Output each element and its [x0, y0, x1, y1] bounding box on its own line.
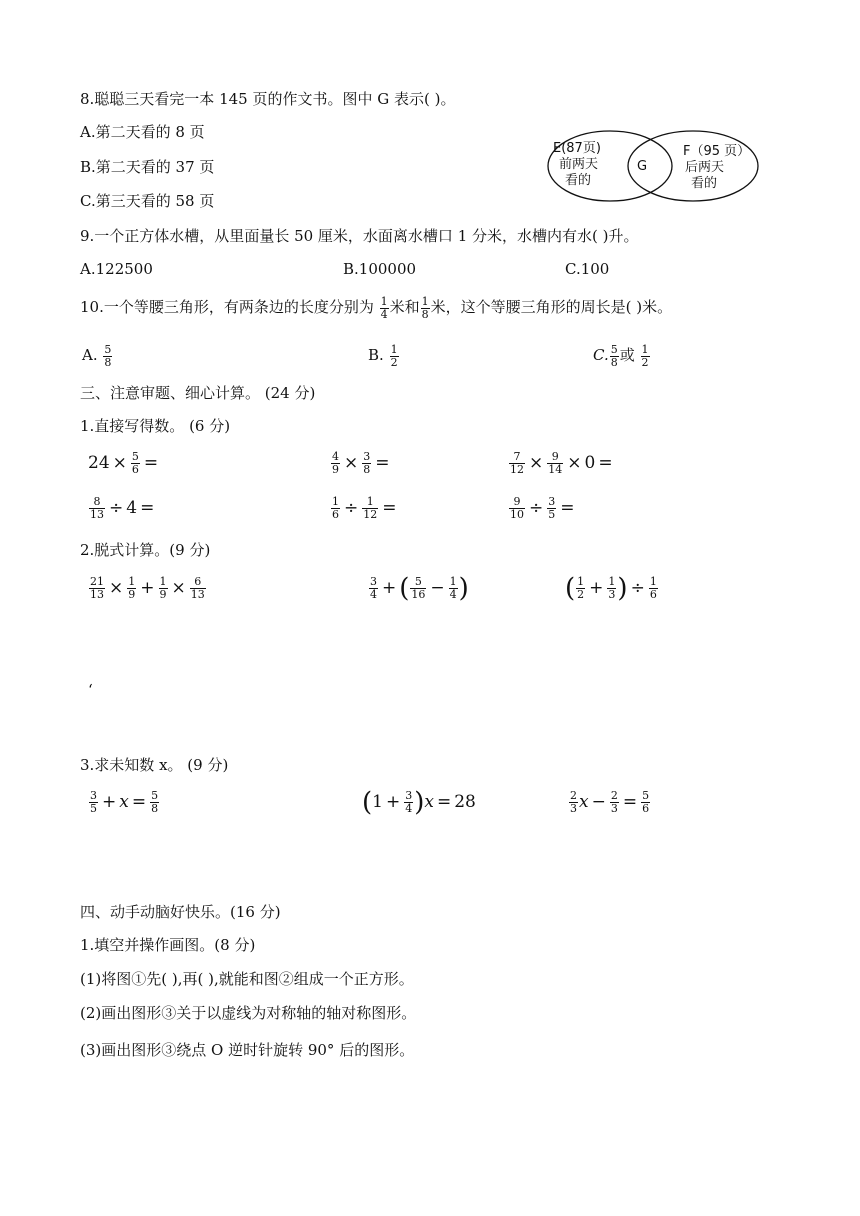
venn-right-label-3: 看的 — [691, 176, 718, 191]
step-expr-2: $\frac{3}{4}$ + ( $\frac{5}{16}$ − $\frac{1}{4}$ ) — [370, 573, 469, 604]
section4-sub1: 1.填空并操作画图。(8 分) — [80, 936, 256, 954]
q10-stem — [80, 292, 672, 322]
direct-expr-3: $\frac{7}{12}$ × $\frac{9}{14}$ × 0 = — [510, 450, 613, 476]
venn-right-label-2: 后两天 — [685, 160, 725, 175]
q9-option-a: A.122500 — [80, 260, 153, 278]
venn-left-label-3: 看的 — [565, 173, 592, 188]
venn-diagram — [545, 127, 765, 207]
solve-expr-1: $\frac{3}{5}$ + x = $\frac{5}{8}$ — [90, 789, 159, 815]
q8-option-a: A.第二天看的 8 页 — [80, 123, 205, 141]
direct-expr-2: $\frac{4}{9}$ × $\frac{3}{8}$ = — [332, 450, 390, 476]
q8-stem: 8.聪聪三天看完一本 145 页的作文书。图中 G 表示( )。 — [80, 90, 456, 108]
section4-p2: (2)画出图形③关于以虚线为对称轴的轴对称图形。 — [80, 1004, 417, 1022]
step-expr-1: $\frac{21}{13}$ × $\frac{1}{9}$ + $\frac{1}{9}$ × $\frac{6}{13}$ — [90, 575, 205, 601]
q10-option-c: C. $\frac{5}{8}$ 或 $\frac{1}{2}$ — [593, 342, 649, 369]
section3-sub3: 3.求未知数 x。 (9 分) — [80, 756, 229, 774]
section4-p3: (3)画出图形③绕点 O 逆时针旋转 90° 后的图形。 — [80, 1041, 415, 1059]
direct-expr-5: $\frac{1}{6}$ ÷ $\frac{1}{12}$ = — [332, 495, 397, 521]
q10-option-a: A. $\frac{5}{8}$ — [82, 342, 112, 369]
direct-expr-1: 24 × $\frac{5}{6}$ = — [88, 450, 159, 476]
section3-title: 三、注意审题、细心计算。 (24 分) — [80, 384, 316, 402]
q10-mid: 米和 — [389, 298, 420, 316]
section3-sub1: 1.直接写得数。 (6 分) — [80, 417, 231, 435]
direct-expr-6: $\frac{9}{10}$ ÷ $\frac{3}{5}$ = — [510, 495, 575, 521]
section3-sub2: 2.脱式计算。(9 分) — [80, 541, 211, 559]
q9-stem: 9.一个正方体水槽，从里面量长 50 厘米，水面离水槽口 1 分米，水槽内有水( )升。 — [80, 227, 639, 245]
q10-fraction-2: $\frac{1}{8}$ — [421, 294, 429, 321]
venn-left-label-2: 前两天 — [559, 157, 599, 172]
direct-expr-4: $\frac{8}{13}$ ÷ 4 = — [90, 495, 155, 521]
q10-fraction-1: $\frac{1}{4}$ — [380, 294, 388, 321]
section4-title: 四、动手动脑好快乐。(16 分) — [80, 903, 281, 921]
stray-mark: ‘ — [88, 681, 93, 699]
q10-suffix: 米，这个等腰三角形的周长是( )米。 — [430, 298, 673, 316]
step-expr-3: ( $\frac{1}{2}$ + $\frac{1}{3}$ ) ÷ $\frac{1}{6}$ — [565, 573, 657, 604]
q8-option-b: B.第二天看的 37 页 — [80, 158, 215, 176]
venn-right-label-1: F（95 页） — [683, 144, 751, 159]
solve-expr-2: (1 + $\frac{3}{4}$ )x = 28 — [362, 787, 476, 818]
q8-option-c: C.第三天看的 58 页 — [80, 192, 215, 210]
solve-expr-3: $\frac{2}{3}$ x − $\frac{2}{3}$ = $\frac{5}{6}$ — [570, 789, 650, 815]
q10-option-b: B. $\frac{1}{2}$ — [368, 342, 398, 369]
q9-option-c: C.100 — [565, 260, 610, 278]
venn-left-label-1: E(87页) — [553, 141, 601, 156]
section4-p1: (1)将图①先( ),再( ),就能和图②组成一个正方形。 — [80, 970, 414, 988]
venn-center-label: G — [637, 159, 648, 174]
q9-option-b: B.100000 — [343, 260, 417, 278]
q10-prefix: 10.一个等腰三角形，有两条边的长度分别为 — [80, 298, 374, 316]
